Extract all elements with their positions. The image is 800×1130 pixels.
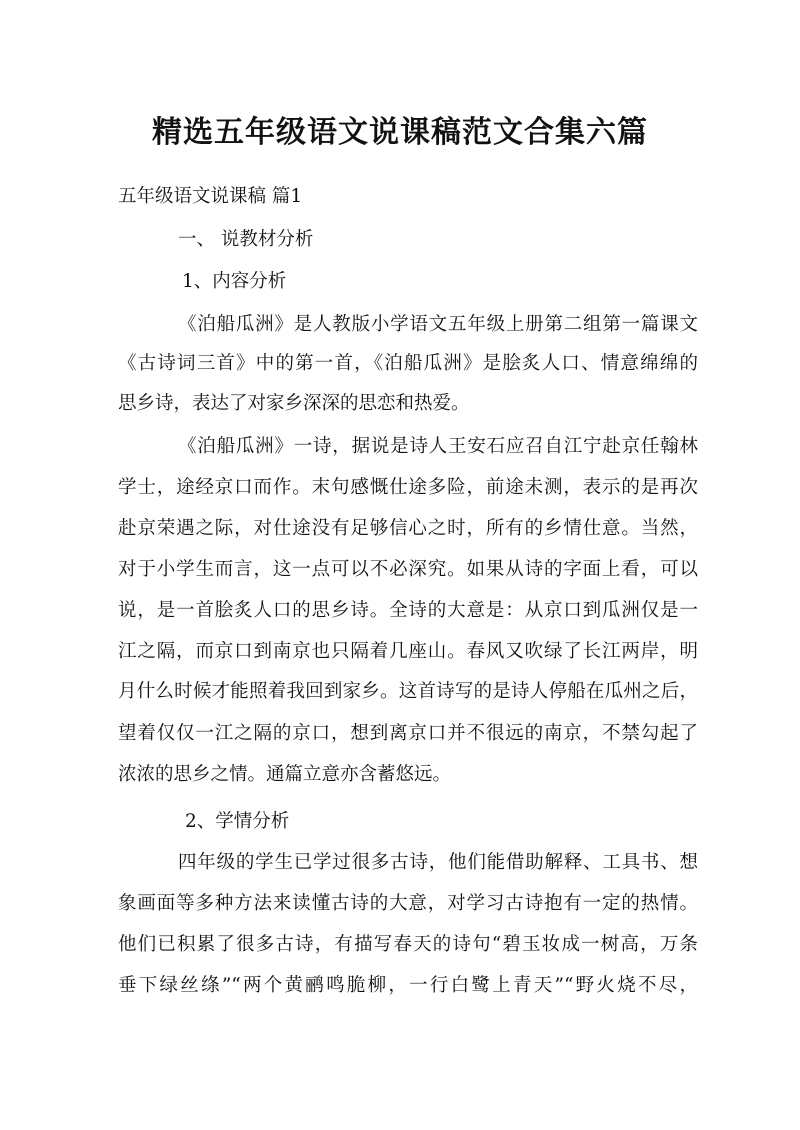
paragraph-line: 《泊船瓜洲》一诗，据说是诗人王安石应召自江宁赴京任翰林 [178, 436, 698, 457]
subsection-heading: 2、学情分析 [185, 811, 290, 832]
paragraph-line: 对于小学生而言，这一点可以不必深究。如果从诗的字面上看，可以 [118, 559, 698, 580]
paragraph-line: 思乡诗，表达了对家乡深深的思恋和热爱。 [118, 393, 470, 414]
paragraph-line: 象画面等多种方法来读懂古诗的大意，对学习古诗抱有一定的热情。 [118, 893, 698, 914]
paragraph-line: 浓浓的思乡之情。通篇立意亦含蓄悠远。 [118, 764, 452, 785]
paragraph-line: 望着仅仅一江之隔的京口，想到离京口并不很远的南京，不禁勾起了 [118, 723, 698, 744]
paragraph-line: 他们已积累了很多古诗，有描写春天的诗句“碧玉妆成一树高，万条 [118, 934, 698, 955]
paragraph-line: 学士，途经京口而作。末句感慨仕途多险，前途未测，表示的是再次 [118, 477, 698, 498]
paragraph-line: 四年级的学生已学过很多古诗，他们能借助解释、工具书、想 [178, 852, 698, 873]
paragraph-line: 垂下绿丝绦”“两个黄鹂鸣脆柳，一行白鹭上青天”“野火烧不尽， [118, 975, 698, 996]
paragraph-line: 说，是一首脍炙人口的思乡诗。全诗的大意是：从京口到瓜洲仅是一 [118, 600, 698, 621]
subsection-heading: 1、内容分析 [182, 271, 287, 292]
document-title: 精选五年级语文说课稿范文合集六篇 [152, 115, 648, 150]
paragraph-line: 江之隔，而京口到南京也只隔着几座山。春风又吹绿了长江两岸，明 [118, 641, 698, 662]
section-heading: 五年级语文说课稿 篇1 [118, 186, 303, 207]
paragraph-line: 赴京荣遇之际，对仕途没有足够信心之时，所有的乡情仕意。当然， [118, 518, 698, 539]
paragraph-line: 《泊船瓜洲》是人教版小学语文五年级上册第二组第一篇课文 [178, 314, 698, 335]
paragraph-line: 《古诗词三首》中的第一首，《泊船瓜洲》是脍炙人口、情意绵绵的 [118, 353, 698, 374]
subsection-heading: 一、 说教材分析 [178, 229, 314, 250]
paragraph-line: 月什么时候才能照着我回到家乡。这首诗写的是诗人停船在瓜州之后， [118, 681, 698, 702]
